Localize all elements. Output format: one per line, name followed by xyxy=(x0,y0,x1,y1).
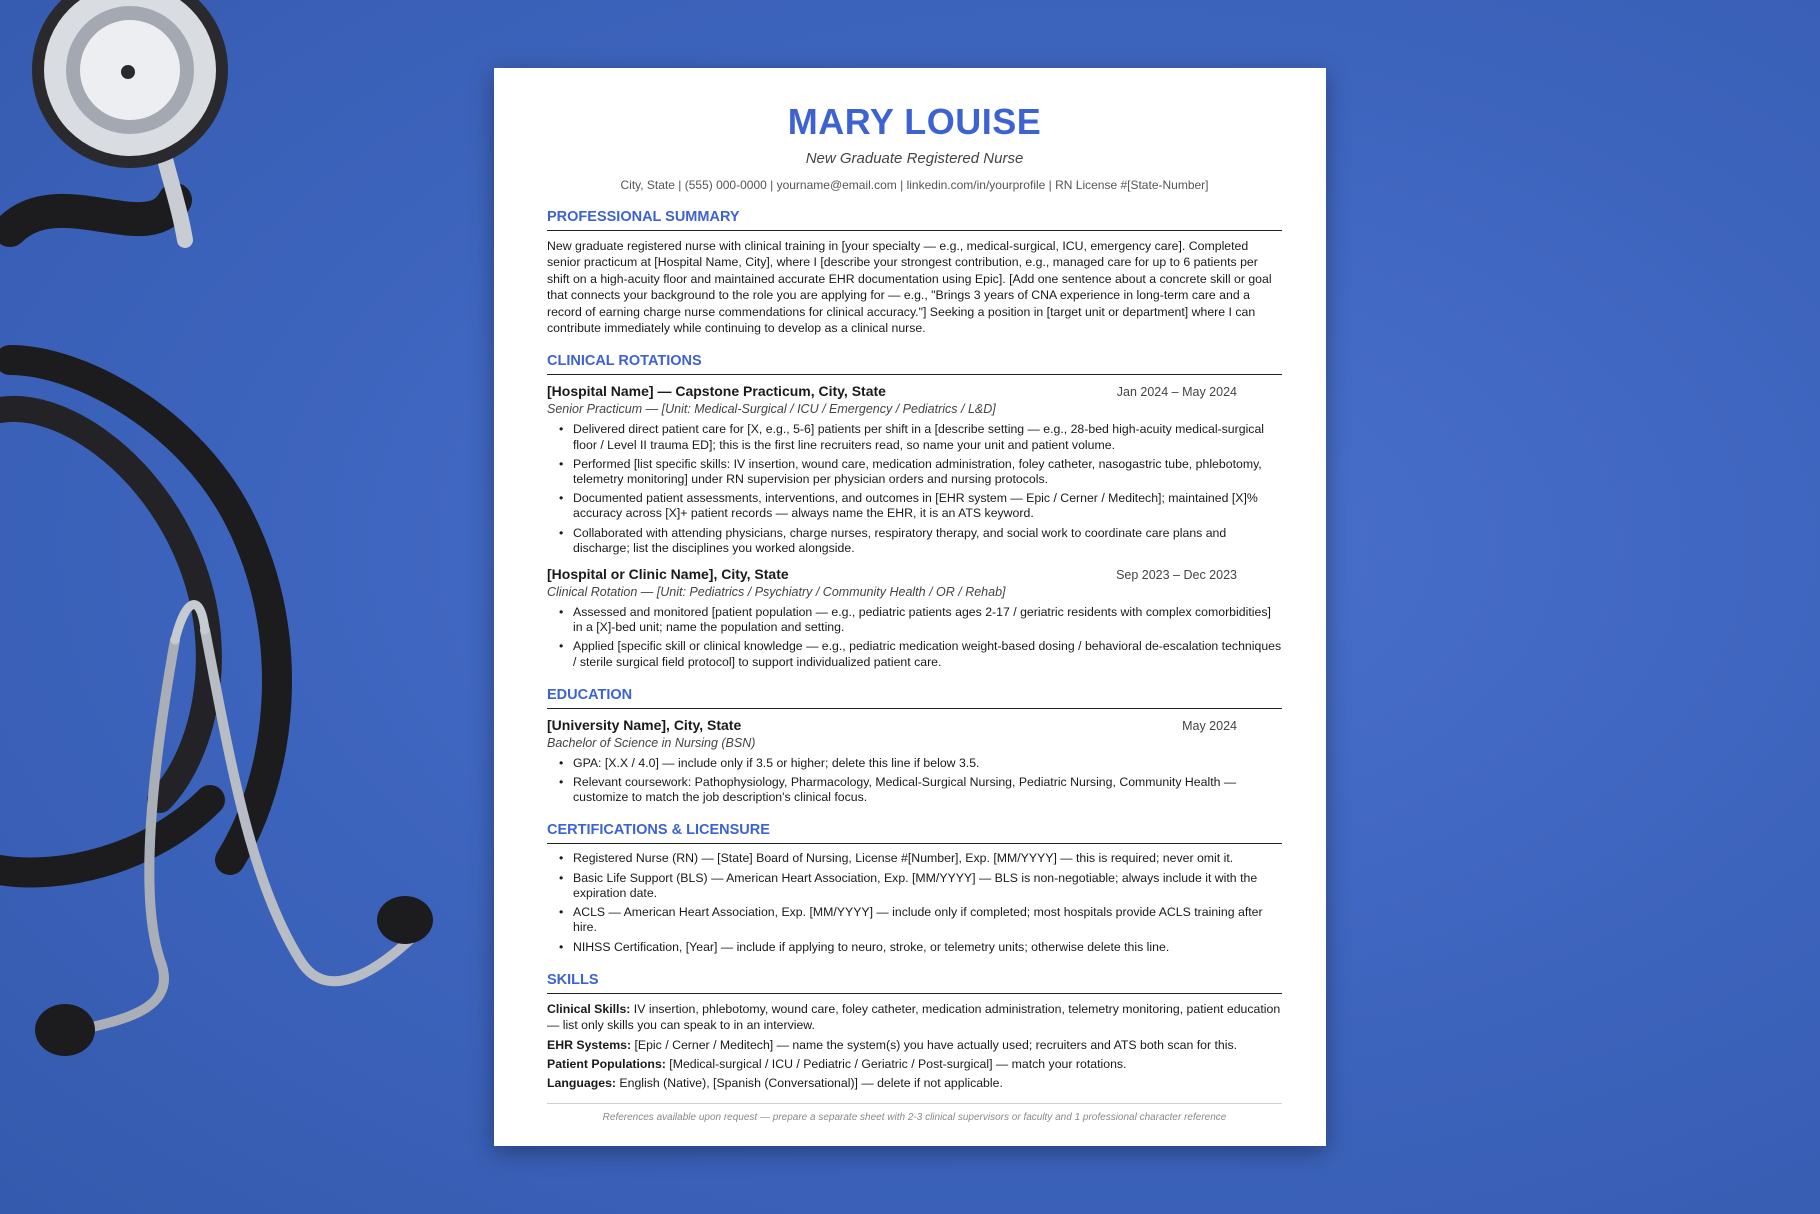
bullet-item: • Collaborated with attending physicians, charge nurses, respiratory therapy, and social work to coordinate care plans and discharge; list the disciplines you worked alongside. xyxy=(573,526,1282,556)
education-degree: Bachelor of Science in Nursing (BSN) xyxy=(547,735,756,750)
skill-line xyxy=(547,1037,1282,1053)
section-heading-skills: SKILLS xyxy=(547,971,1282,994)
section-heading-summary: PROFESSIONAL SUMMARY xyxy=(547,208,1282,231)
bullet-item: • Delivered direct patient care for [X, e.g., 5-6] patients per shift in a [describe setting — e.g., 28-bed high-acuity medical-surgical floor / Level II trauma ED]; this is the first line recruiters read, so name your unit and patient volume. xyxy=(573,422,1282,452)
stethoscope-illustration xyxy=(0,0,460,1100)
bullet-item: • Basic Life Support (BLS) — American Heart Association, Exp. [MM/YYYY] — BLS is non-negotiable; always include it with the expiration date. xyxy=(573,871,1282,901)
skills-block xyxy=(547,1001,1282,1092)
rotation-date: Jan 2024 – May 2024 xyxy=(1116,385,1237,400)
rotation-bullets xyxy=(547,605,1282,670)
rotation-entry xyxy=(547,382,1282,556)
bullet-item: • Assessed and monitored [patient population — e.g., pediatric patients ages 2-17 / geriatric residents with complex comorbidities] in a [X]-bed unit; name the population and setting. xyxy=(573,605,1282,635)
skill-label: Clinical Skills: xyxy=(547,1001,631,1016)
resume-name: MARY LOUISE xyxy=(787,101,1042,142)
skill-text: IV insertion, phlebotomy, wound care, foley catheter, medication administration, telemetry monitoring, patient education — list only skills you can speak to in an interview. xyxy=(547,1001,1281,1033)
skill-text: [Medical-surgical / ICU / Pediatric / Geriatric / Post-surgical] — match your rotations. xyxy=(665,1056,1127,1071)
skill-line xyxy=(547,1056,1282,1072)
skill-text: English (Native), [Spanish (Conversational)] — delete if not applicable. xyxy=(616,1076,1003,1091)
rotation-org: [Hospital Name] — Capstone Practicum, City, State xyxy=(547,383,886,400)
skill-label: Languages: xyxy=(547,1076,617,1091)
bullet-item: • NIHSS Certification, [Year] — include if applying to neuro, stroke, or telemetry units; otherwise delete this line. xyxy=(573,940,1282,955)
rotation-date: Sep 2023 – Dec 2023 xyxy=(1116,568,1237,583)
bullet-item: • GPA: [X.X / 4.0] — include only if 3.5 or higher; delete this line if below 3.5. xyxy=(573,756,1282,771)
section-heading-certifications: CERTIFICATIONS & LICENSURE xyxy=(547,821,1282,844)
bullet-item: • Relevant coursework: Pathophysiology, Pharmacology, Medical-Surgical Nursing, Pediatric Nursing, Community Health — customize to match the job description's clinical focus. xyxy=(573,775,1282,805)
section-heading-rotations: CLINICAL ROTATIONS xyxy=(547,352,1282,375)
education-date: May 2024 xyxy=(1182,718,1237,733)
rotation-bullets xyxy=(547,422,1282,556)
contact-line: City, State | (555) 000-0000 | yourname@email.com | linkedin.com/in/yourprofile | RN License #[State-Number] xyxy=(620,178,1209,192)
skill-line xyxy=(547,1075,1282,1091)
skill-label: Patient Populations: xyxy=(547,1056,666,1071)
summary-text: New graduate registered nurse with clinical training in [your specialty — e.g., medical-surgical, ICU, emergency care]. Completed senior practicum at [Hospital Name, City], where I [describe your strongest contribution, e.g., managed care for up to 6 patients per shift on a high-acuity floor and maintained accurate EHR documentation using Epic]. [Add one sentence about a concrete skill or goal that connects your background to the role you are applying for — e.g., "Brings 3 years of CNA experience in long-term care and a record of earning charge nurse commendations for clinical accuracy."] Seeking a position in [target unit or department] where I can contribute immediately while continuing to develop as a clinical nurse. xyxy=(547,239,1272,336)
resume-document xyxy=(494,68,1326,1146)
bullet-item: • Applied [specific skill or clinical knowledge — e.g., pediatric medication weight-based dosing / behavioral de-escalation techniques / sterile surgical field protocol] to support individualized patient care. xyxy=(573,639,1282,669)
bullet-item: • Documented patient assessments, interventions, and outcomes in [EHR system — Epic / Cerner / Meditech]; maintained [X]% accuracy across [X]+ patient records — always name the EHR, it is an ATS keyword. xyxy=(573,491,1282,521)
education-bullets xyxy=(547,756,1282,806)
bullet-item: • ACLS — American Heart Association, Exp. [MM/YYYY] — include only if completed; most hospitals provide ACLS training after hire. xyxy=(573,905,1282,935)
skill-label: EHR Systems: xyxy=(547,1037,632,1052)
education-org: [University Name], City, State xyxy=(547,716,742,733)
rotation-role: Clinical Rotation — [Unit: Pediatrics / Psychiatry / Community Health / OR / Rehab] xyxy=(547,585,1006,600)
section-heading-education: EDUCATION xyxy=(547,686,1282,709)
skill-text: [Epic / Cerner / Meditech] — name the system(s) you have actually used; recruiters and ATS both scan for this. xyxy=(631,1037,1238,1052)
resume-title: New Graduate Registered Nurse xyxy=(805,150,1024,167)
rotation-role: Senior Practicum — [Unit: Medical-Surgical / ICU / Emergency / Pediatrics / L&D] xyxy=(547,402,996,417)
rotation-entry xyxy=(547,565,1282,670)
education-entry xyxy=(547,716,1282,806)
certification-bullets xyxy=(547,851,1282,954)
rotation-org: [Hospital or Clinic Name], City, State xyxy=(547,566,789,583)
skill-line xyxy=(547,1001,1282,1034)
references-footer: References available upon request — prepare a separate sheet with 2-3 clinical supervisors or faculty and 1 professional character reference xyxy=(547,1103,1282,1123)
bullet-item: • Performed [list specific skills: IV insertion, wound care, medication administration, foley catheter, nasogastric tube, phlebotomy, telemetry monitoring] under RN supervision per physician orders and nursing protocols. xyxy=(573,457,1282,487)
bullet-item: • Registered Nurse (RN) — [State] Board of Nursing, License #[Number], Exp. [MM/YYYY] — this is required; never omit it. xyxy=(573,851,1282,866)
